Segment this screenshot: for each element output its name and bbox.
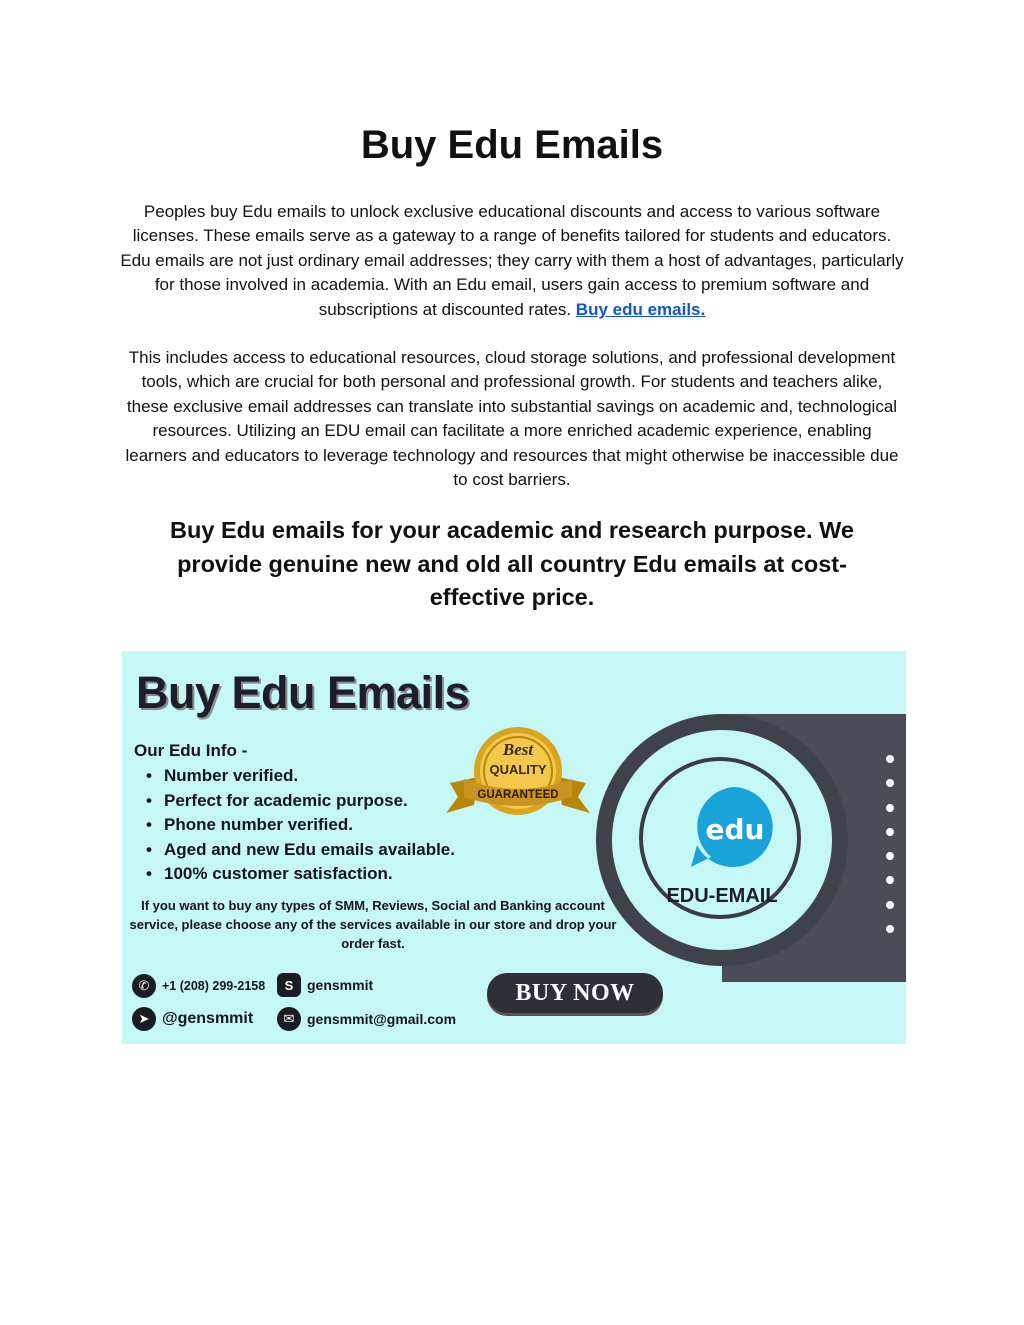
list-item: • 100% customer satisfaction.: [146, 862, 455, 887]
contact-phone: [132, 974, 265, 998]
badge-quality-text: QUALITY: [489, 762, 547, 777]
phone-icon: ✆: [132, 974, 156, 998]
mail-icon: ✉: [277, 1007, 301, 1031]
list-item: • Number verified.: [146, 764, 455, 789]
banner-note: If you want to buy any types of SMM, Reviews, Social and Banking account service, please choose any of the services available in our store and drop your order fast.: [129, 898, 617, 951]
dots-decoration: [886, 755, 894, 949]
intro-paragraph: [120, 200, 904, 322]
list-item: • Phone number verified.: [146, 813, 455, 838]
buy-edu-emails-link[interactable]: Buy edu emails.: [575, 299, 706, 319]
edu-logo-text: edu: [705, 813, 765, 846]
subheading: Buy Edu emails for your academic and research purpose. We provide genuine new and old all country Edu emails at cost-effective price.: [170, 517, 854, 610]
quality-badge-icon: [440, 721, 596, 831]
details-paragraph: This includes access to educational resources, cloud storage solutions, and professional development tools, which are crucial for both personal and professional growth. For students and teachers alike, these exclusive email addresses can translate into substantial savings on academic and, technological resources. Utilizing an EDU email can facilitate a more enriched academic experience, enabling learners and educators to leverage technology and resources that might otherwise be inaccessible due to cost barriers.: [125, 348, 899, 490]
edu-logo-icon: [689, 783, 777, 871]
contact-skype: [277, 973, 373, 997]
page-title: Buy Edu Emails: [360, 123, 664, 167]
intro-text: Peoples buy Edu emails to unlock exclusive educational discounts and access to various software licenses. These emails serve as a gateway to a range of benefits tailored for students and educators. Edu emails are not just ordinary email addresses; they carry with them a host of advantages, particularly for those involved in academia. With an Edu email, users gain access to premium software and subscriptions at discounted rates.: [120, 202, 904, 319]
skype-handle: gensmmit: [307, 977, 374, 993]
buy-now-button[interactable]: BUY NOW: [487, 973, 663, 1013]
list-item: • Perfect for academic purpose.: [146, 789, 455, 814]
skype-icon: S: [277, 973, 301, 997]
phone-number: +1 (208) 299-2158: [162, 979, 266, 993]
badge-guaranteed-text: GUARANTEED: [477, 789, 559, 801]
list-item: • Aged and new Edu emails available.: [146, 838, 455, 863]
contact-email: [277, 1007, 456, 1031]
promo-banner: [122, 651, 906, 1044]
banner-feature-list: [146, 764, 455, 887]
telegram-icon: ➤: [132, 1007, 156, 1031]
badge-best-text: Best: [502, 740, 534, 759]
banner-title: Buy Edu Emails: [136, 667, 470, 718]
edu-email-label: EDU-EMAIL: [666, 885, 778, 907]
banner-info-title: Our Edu Info -: [134, 741, 248, 760]
contact-telegram: [132, 1007, 253, 1031]
telegram-handle: @gensmmit: [162, 1010, 254, 1027]
email-address: gensmmit@gmail.com: [307, 1011, 457, 1027]
